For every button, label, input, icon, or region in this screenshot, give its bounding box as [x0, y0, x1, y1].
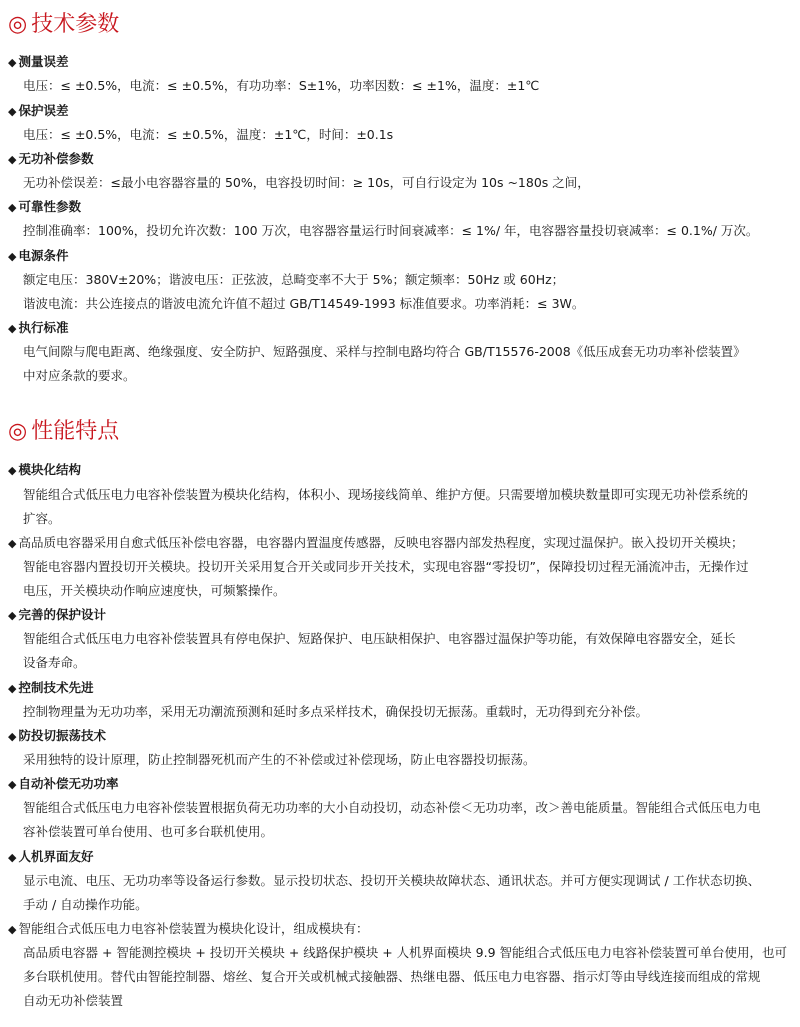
section-title-features: ◎ 性能特点	[8, 419, 120, 444]
item-text: 智能组合式低压电力电容补偿装置具有停电保护、短路保护、电压缺相保护、电容器过温保护等功能，有效保障电容器安全，延长	[23, 631, 736, 646]
item-text: 手动 / 自动操作功能。	[23, 897, 148, 912]
diamond-bullet-icon: ◆	[8, 778, 17, 791]
item-heading: ◆ 电源条件	[8, 248, 69, 263]
item-text: 采用独特的设计原理，防止控制器死机而产生的不补偿或过补偿现场，防止电容器投切振荡。	[23, 752, 536, 767]
item-text: 智能电容器内置投切开关模块。投切开关采用复合开关或同步开关技术，实现电容器“零投切”，保障投切过程无涌流冲击，无操作过	[23, 559, 749, 574]
diamond-bullet-icon: ◆	[8, 56, 17, 69]
item-text: 扩容。	[23, 511, 61, 526]
item-text: 无功补偿误差：≤最小电容器容量的 50%，电容投切时间：≥ 10s，可自行设定为 10s ~180s 之间，	[23, 175, 590, 190]
item-heading: ◆ 自动补偿无功功率	[8, 776, 119, 791]
item-heading: ◆ 保护误差	[8, 103, 69, 118]
item-heading: ◆ 执行标准	[8, 320, 69, 335]
diamond-bullet-icon: ◆	[8, 537, 17, 550]
item-heading: ◆ 智能组合式低压电力电容补偿装置为模块化设计，组成模块有：	[8, 921, 369, 936]
item-text: 电气间隙与爬电距离、绝缘强度、安全防护、短路强度、采样与控制电路均符合 GB/T15576-2008《低压成套无功功率补偿装置》	[23, 344, 746, 359]
item-text: 容补偿装置可单台使用、也可多台联机使用。	[23, 824, 274, 839]
diamond-bullet-icon: ◆	[8, 105, 17, 118]
item-heading: ◆ 高品质电容器采用自愈式低压补偿电容器，电容器内置温度传感器，反映电容器内部发热程度，实现过温保护。嵌入投切开关模块；	[8, 535, 744, 550]
item-text: 电压：≤ ±0.5%，电流：≤ ±0.5%，有功功率：S±1%，功率因数：≤ ±1%，温度：±1℃	[23, 78, 540, 93]
item-text: 电压，开关模块动作响应速度快，可频繁操作。	[23, 583, 286, 598]
item-text: 控制准确率：100%，投切允许次数：100 万次，电容器容量运行时间衰减率：≤ 1%/ 年，电容器容量投切衰减率：≤ 0.1%/ 万次。	[23, 223, 759, 238]
item-text: 多台联机使用。替代由智能控制器、熔丝、复合开关或机械式接触器、热继电器、低压电力电容器、指示灯等由导线连接而组成的常规	[23, 969, 761, 984]
diamond-bullet-icon: ◆	[8, 730, 17, 743]
diamond-bullet-icon: ◆	[8, 464, 17, 477]
item-text: 显示电流、电压、无功功率等设备运行参数。显示投切状态、投切开关模块故障状态、通讯状态。并可方便实现调试 / 工作状态切换、	[23, 873, 761, 888]
item-heading: ◆ 无功补偿参数	[8, 151, 94, 166]
item-text: 设备寿命。	[23, 655, 86, 670]
diamond-bullet-icon: ◆	[8, 923, 17, 936]
item-heading: ◆ 可靠性参数	[8, 199, 81, 214]
item-text: 智能组合式低压电力电容补偿装置为模块化结构，体积小、现场接线简单、维护方便。只需要增加模块数量即可实现无功补偿系统的	[23, 487, 749, 502]
item-heading: ◆ 模块化结构	[8, 462, 81, 477]
section-title-tech-params: ◎ 技术参数	[8, 12, 120, 37]
item-text: 高品质电容器 + 智能测控模块 + 投切开关模块 + 线路保护模块 + 人机界面模块 9.9 智能组合式低压电力电容补偿装置可单台使用，也可	[23, 945, 788, 960]
diamond-bullet-icon: ◆	[8, 851, 17, 864]
diamond-bullet-icon: ◆	[8, 201, 17, 214]
diamond-bullet-icon: ◆	[8, 682, 17, 695]
item-text: 中对应条款的要求。	[23, 368, 136, 383]
item-text: 自动无功补偿装置	[23, 993, 124, 1008]
diamond-bullet-icon: ◆	[8, 322, 17, 335]
item-heading: ◆ 测量误差	[8, 54, 69, 69]
item-text: 额定电压：380V±20%；谐波电压：正弦波，总畸变率不大于 5%；额定频率：50Hz 或 60Hz；	[23, 272, 565, 287]
item-text: 谐波电流：共公连接点的谐波电流允许值不超过 GB/T14549-1993 标准值要求。功率消耗：≤ 3W。	[23, 296, 585, 311]
diamond-bullet-icon: ◆	[8, 609, 17, 622]
item-text: 智能组合式低压电力电容补偿装置根据负荷无功功率的大小自动投切，动态补偿＜无功功率，改＞善电能质量。智能组合式低压电力电	[23, 800, 761, 815]
diamond-bullet-icon: ◆	[8, 250, 17, 263]
item-text: 控制物理量为无功功率，采用无功潮流预测和延时多点采样技术，确保投切无振荡。重载时，无功得到充分补偿。	[23, 704, 649, 719]
item-text: 电压：≤ ±0.5%，电流：≤ ±0.5%，温度：±1℃，时间：±0.1s	[23, 127, 394, 142]
item-heading: ◆ 完善的保护设计	[8, 607, 106, 622]
diamond-bullet-icon: ◆	[8, 153, 17, 166]
item-heading: ◆ 人机界面友好	[8, 849, 94, 864]
item-heading: ◆ 防投切振荡技术	[8, 728, 106, 743]
item-heading: ◆ 控制技术先进	[8, 680, 94, 695]
